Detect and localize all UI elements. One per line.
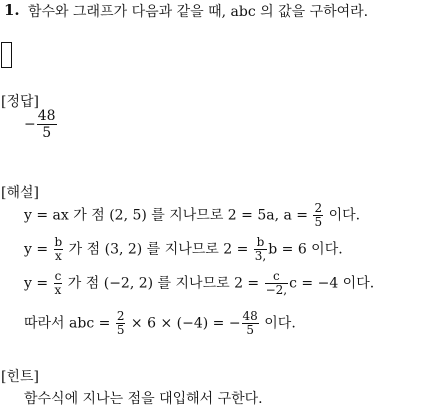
solution-header: [해설]: [1, 185, 39, 201]
line2-frac1-den: x: [55, 249, 62, 263]
answer-sign: −: [24, 116, 36, 133]
line2-fraction-1: [54, 236, 64, 263]
solution-line-1: [24, 202, 360, 229]
line4-tail: 이다.: [259, 315, 296, 332]
question-number: 1.: [4, 1, 20, 19]
graph-placeholder-box: [1, 42, 12, 68]
line3-tail: c = −4 이다.: [289, 275, 375, 292]
solution-line-2: [24, 236, 343, 263]
hint-text: 함수식에 지나는 점을 대입해서 구한다.: [24, 391, 263, 407]
line3-frac1-num: c: [54, 269, 62, 283]
line3-frac2-num: c: [265, 270, 289, 284]
line2-frac2-den: 3,: [254, 249, 267, 263]
line2-frac1-num: b: [54, 235, 63, 249]
line2-frac2-num: b: [254, 236, 267, 250]
solution-line-3: [24, 270, 374, 297]
answer-value: [24, 108, 58, 141]
answer-header: [정답]: [1, 94, 39, 110]
line4-frac1-num: 2: [116, 309, 125, 323]
line3-lhs: y =: [24, 275, 53, 292]
line3-middle: 가 점 (−2, 2) 를 지나므로 2 =: [63, 275, 264, 292]
answer-numerator: 48: [37, 108, 56, 124]
line2-fraction-2: [254, 236, 267, 263]
line3-frac1-den: x: [54, 283, 62, 297]
hint-header: [힌트]: [1, 369, 39, 385]
answer-denominator: 5: [42, 125, 52, 141]
line1-frac-num: 2: [314, 201, 323, 215]
line1-middle: 가 점 (2, 5) 를 지나므로 2 = 5a, a =: [68, 207, 313, 224]
line2-middle: 가 점 (3, 2) 를 지나므로 2 =: [64, 241, 253, 258]
solution-line-4: [24, 310, 296, 337]
line3-frac2-den: −2,: [265, 283, 288, 297]
line1-equation: y = ax: [24, 207, 69, 224]
line1-fraction: [313, 202, 323, 229]
line2-tail: b = 6 이다.: [268, 241, 343, 258]
line1-tail: 이다.: [324, 207, 361, 224]
line3-fraction-1: [54, 270, 63, 297]
line3-fraction-2: [265, 270, 289, 297]
question-text: 함수와 그래프가 다음과 같을 때, abc 의 값을 구하여라.: [28, 4, 369, 20]
line4-frac2-num: 48: [242, 309, 258, 323]
line4-frac1-den: 5: [116, 323, 125, 337]
line4-frac2-den: 5: [246, 323, 254, 337]
line4-lead: 따라서 abc =: [24, 315, 115, 332]
line4-fraction-1: [116, 310, 126, 337]
line1-frac-den: 5: [314, 215, 323, 229]
line4-middle: × 6 × (−4) = −: [126, 315, 241, 332]
line4-fraction-2: [242, 310, 259, 337]
line2-lhs: y =: [24, 241, 53, 258]
answer-fraction: [37, 108, 57, 141]
